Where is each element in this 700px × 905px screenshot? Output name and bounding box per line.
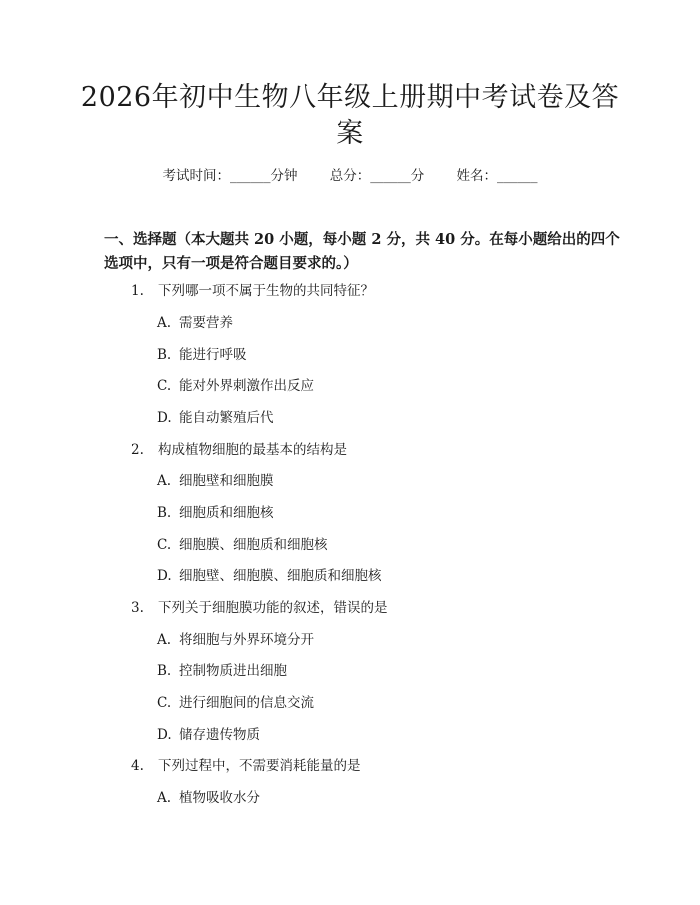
option-text: 将细胞与外界环境分开 [179,632,314,648]
option-3d [157,725,260,745]
section-header: 一、选择题（本大题共 20 小题，每小题 2 分，共 40 分。在每小题给出的四个选项中，只有一项是符合题目要求的。） [104,231,620,272]
option-3c [157,693,314,713]
option-text: 细胞膜、细胞质和细胞核 [179,537,328,553]
option-1d [157,408,274,428]
option-letter: A. [157,315,172,331]
question-1 [131,281,374,301]
option-letter: A. [157,632,172,648]
question-text: 下列关于细胞膜功能的叙述，错误的是 [158,600,388,616]
option-letter: B. [157,663,172,679]
question-number: 1. [131,283,144,299]
exam-time-field: 考试时间：______分钟 [162,168,298,184]
option-1b [157,345,247,365]
option-letter: A. [157,790,172,806]
exam-info-line [0,166,700,186]
option-2b [157,503,274,523]
option-letter: C. [157,537,172,553]
question-number: 2. [131,442,144,458]
option-text: 细胞壁和细胞膜 [179,473,274,489]
option-letter: B. [157,347,172,363]
option-letter: C. [157,378,172,394]
option-3b [157,661,287,681]
option-text: 进行细胞间的信息交流 [179,695,314,711]
option-4a [157,788,260,808]
option-letter: C. [157,695,172,711]
option-text: 储存遗传物质 [179,727,260,743]
student-name-field: 姓名：______ [456,168,538,184]
total-score-field: 总分：______分 [329,168,425,184]
question-text: 构成植物细胞的最基本的结构是 [158,442,347,458]
option-text: 需要营养 [179,315,233,331]
option-1c [157,376,314,396]
page-title: 2026年初中生物八年级上册期中考试卷及答案 [80,82,620,149]
option-text: 控制物质进出细胞 [179,663,287,679]
option-2c [157,535,328,555]
question-text: 下列哪一项不属于生物的共同特征？ [158,283,374,299]
option-text: 细胞壁、细胞膜、细胞质和细胞核 [179,568,382,584]
option-text: 植物吸收水分 [179,790,260,806]
option-letter: B. [157,505,172,521]
question-4 [131,756,361,776]
question-2 [131,440,347,460]
option-text: 细胞质和细胞核 [179,505,274,521]
option-letter: D. [157,410,172,426]
option-text: 能进行呼吸 [179,347,247,363]
option-text: 能自动繁殖后代 [179,410,274,426]
option-2d [157,566,382,586]
option-2a [157,471,274,491]
question-number: 4. [131,758,144,774]
option-letter: D. [157,727,172,743]
question-number: 3. [131,600,144,616]
question-text: 下列过程中，不需要消耗能量的是 [158,758,361,774]
option-3a [157,630,314,650]
option-text: 能对外界刺激作出反应 [179,378,314,394]
option-letter: D. [157,568,172,584]
question-3 [131,598,388,618]
option-letter: A. [157,473,172,489]
option-1a [157,313,233,333]
